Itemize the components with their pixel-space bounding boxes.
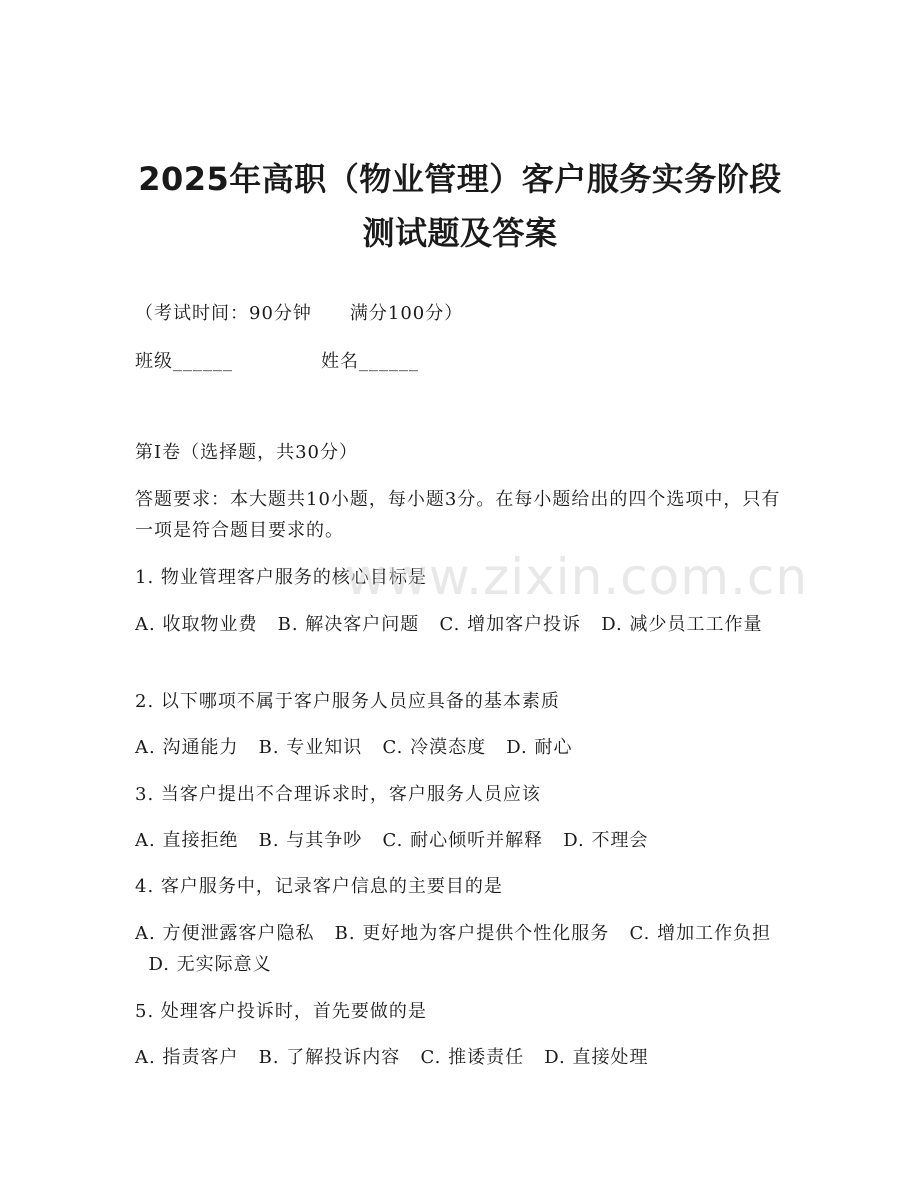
question-stem: 5. 处理客户投诉时，首先要做的是 xyxy=(135,1001,427,1022)
question-options xyxy=(135,1042,785,1073)
option-c: C. 增加工作负担 xyxy=(629,923,772,944)
question-stem: 1. 物业管理客户服务的核心目标是 xyxy=(135,567,427,588)
option-a: A. 方便泄露客户隐私 xyxy=(135,923,315,944)
option-a: A. 指责客户 xyxy=(135,1047,239,1068)
option-a: A. 收取物业费 xyxy=(135,614,258,635)
option-c: C. 冷漠态度 xyxy=(382,737,487,758)
name-field: 姓名______ xyxy=(321,351,419,372)
question-options xyxy=(135,918,785,980)
student-info-row xyxy=(135,346,785,377)
option-a: A. 直接拒绝 xyxy=(135,830,239,851)
option-b: B. 了解投诉内容 xyxy=(258,1047,401,1068)
option-d: D. 不理会 xyxy=(563,830,649,851)
option-b: B. 专业知识 xyxy=(258,737,363,758)
question-stem: 3. 当客户提出不合理诉求时，客户服务人员应该 xyxy=(135,784,541,805)
section-title: 第I卷（选择题，共30分） xyxy=(135,442,359,463)
document-title xyxy=(100,152,820,260)
question-stem: 4. 客户服务中，记录客户信息的主要目的是 xyxy=(135,876,503,897)
option-b: B. 解决客户问题 xyxy=(277,614,420,635)
option-d: D. 无实际意义 xyxy=(148,954,272,975)
option-b: B. 更好地为客户提供个性化服务 xyxy=(334,923,610,944)
watermark: www.zixin.com.cn xyxy=(345,548,809,606)
option-b: B. 与其争吵 xyxy=(258,830,363,851)
option-d: D. 减少员工工作量 xyxy=(601,614,763,635)
question-options xyxy=(135,732,785,763)
title-line-1: 2025年高职（物业管理）客户服务实务阶段 xyxy=(138,160,782,198)
option-c: C. 推诿责任 xyxy=(420,1047,525,1068)
class-field: 班级______ xyxy=(135,351,233,372)
question-options xyxy=(135,825,785,856)
option-c: C. 耐心倾听并解释 xyxy=(382,830,544,851)
exam-info: （考试时间：90分钟 满分100分） xyxy=(135,303,464,324)
question-options xyxy=(135,609,785,640)
question-stem: 2. 以下哪项不属于客户服务人员应具备的基本素质 xyxy=(135,691,560,712)
title-line-2: 测试题及答案 xyxy=(362,214,558,252)
instructions: 答题要求：本大题共10小题，每小题3分。在每小题给出的四个选项中，只有一项是符合题目要求的。 xyxy=(135,489,781,541)
option-c: C. 增加客户投诉 xyxy=(439,614,582,635)
option-d: D. 耐心 xyxy=(506,737,573,758)
option-d: D. 直接处理 xyxy=(544,1047,649,1068)
option-a: A. 沟通能力 xyxy=(135,737,239,758)
